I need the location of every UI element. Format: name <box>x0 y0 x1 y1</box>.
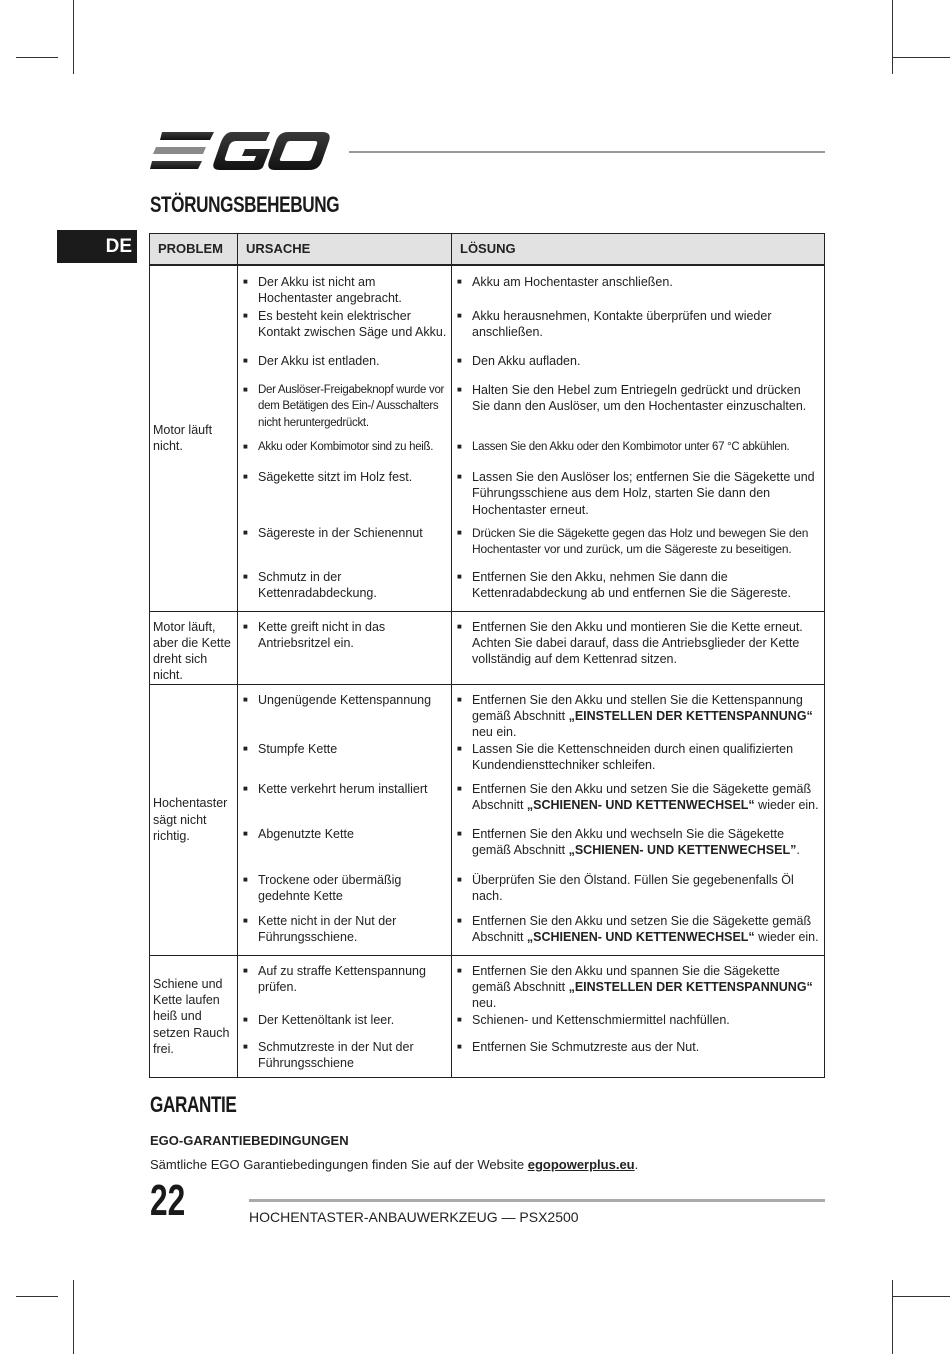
troubleshooting-title: STÖRUNGSBEHEBUNG <box>150 192 340 217</box>
section-reference: „SCHIENEN- UND KETTENWECHSEL” <box>568 843 797 858</box>
solution-item: ■ Halten Sie den Hebel zum Entriegeln gedrückt und drücken Sie dann den Auslöser, um den Hochentaster einzuschalten. <box>452 382 824 415</box>
cause-item: ■ Kette nicht in der Nut der Führungsschiene. <box>238 913 451 946</box>
solution-item: ■ Entfernen Sie den Akku und wechseln Sie die Sägekette gemäß Abschnitt „SCHIENEN- UND KETTENWECHSEL”. <box>452 826 824 859</box>
problem-cell: Motor läuft, aber die Kette dreht sich nicht. <box>150 611 238 684</box>
solution-item: ■ Lassen Sie die Kettenschneiden durch einen qualifizierten Kundendiensttechniker schleifen. <box>452 741 824 774</box>
solution-item: ■ Entfernen Sie den Akku und montieren Sie die Kette erneut. Achten Sie dabei darauf, dass die Antriebsglieder der Kette vollständig auf dem Kettenrad sitzen. <box>452 619 824 668</box>
header-rule <box>349 151 825 153</box>
problem-cell: Motor läuft nicht. <box>150 265 238 611</box>
solution-item: ■ Überprüfen Sie den Ölstand. Füllen Sie gegebenenfalls Öl nach. <box>452 872 824 905</box>
cause-item: ■ Ungenügende Kettenspannung <box>238 692 451 708</box>
cause-item: ■ Stumpfe Kette <box>238 741 451 757</box>
solution-item: ■ Lassen Sie den Auslöser los; entfernen Sie die Sägekette und Führungsschiene aus dem Holz, starten Sie dann den Hochentaster erneut. <box>452 469 824 518</box>
language-tab: DE <box>57 230 137 263</box>
crop-mark <box>16 57 58 58</box>
cause-item: ■ Sägekette sitzt im Holz fest. <box>238 469 451 485</box>
solution-item: ■ Entfernen Sie den Akku und stellen Sie die Kettenspannung gemäß Abschnitt „EINSTELLEN DER KETTENSPANNUNG“ neu ein. <box>452 692 824 741</box>
cause-item: ■ Es besteht kein elektrischer Kontakt zwischen Säge und Akku. <box>238 308 451 341</box>
solution-item: ■ Akku herausnehmen, Kontakte überprüfen und wieder anschließen. <box>452 308 824 341</box>
warranty-text: Sämtliche EGO Garantiebedingungen finden Sie auf der Website egopowerplus.eu. <box>150 1157 639 1172</box>
crop-mark <box>73 0 74 74</box>
cause-item: ■ Abgenutzte Kette <box>238 826 451 842</box>
cause-item: ■ Auf zu straffe Kettenspannung prüfen. <box>238 963 451 996</box>
cause-item: ■ Kette verkehrt herum installiert <box>238 781 451 797</box>
solution-item: ■ Akku am Hochentaster anschließen. <box>452 274 824 290</box>
solution-item: ■ Entfernen Sie Schmutzreste aus der Nut. <box>452 1039 824 1055</box>
cause-item: ■ Kette greift nicht in das Antriebsritzel ein. <box>238 619 451 652</box>
crop-mark <box>892 0 893 74</box>
header-problem: PROBLEM <box>150 234 238 266</box>
section-reference: „EINSTELLEN DER KETTENSPANNUNG“ <box>568 979 813 994</box>
solution-item: ■ Schienen- und Kettenschmiermittel nachfüllen. <box>452 1012 824 1028</box>
warranty-link[interactable]: egopowerplus.eu <box>527 1157 635 1172</box>
section-reference: „SCHIENEN- UND KETTENWECHSEL“ <box>526 930 755 945</box>
page-number: 22 <box>150 1176 186 1225</box>
ego-logo <box>148 130 332 177</box>
crop-mark <box>73 1280 74 1354</box>
solution-item: ■ Entfernen Sie den Akku und spannen Sie die Sägekette gemäß Abschnitt „EINSTELLEN DER KETTENSPANNUNG“ neu. <box>452 963 824 1012</box>
cause-item: ■ Trockene oder übermäßig gedehnte Kette <box>238 872 451 905</box>
footer-product: HOCHENTASTER-ANBAUWERKZEUG — PSX2500 <box>249 1209 579 1225</box>
problem-cell: Schiene und Kette laufen heiß und setzen Rauch frei. <box>150 955 238 1077</box>
crop-mark <box>16 1296 58 1297</box>
solution-item: ■ Drücken Sie die Sägekette gegen das Holz und bewegen Sie den Hochentaster vor und zurück, um die Sägereste zu beseitigen. <box>452 525 824 558</box>
cause-item: ■ Der Akku ist entladen. <box>238 353 451 369</box>
cause-item: ■ Schmutzreste in der Nut der Führungsschiene <box>238 1039 451 1072</box>
section-reference: „SCHIENEN- UND KETTENWECHSEL“ <box>526 798 755 813</box>
solution-item: ■ Entfernen Sie den Akku und setzen Sie die Sägekette gemäß Abschnitt „SCHIENEN- UND KETTENWECHSEL“ wieder ein. <box>452 913 824 946</box>
section-reference: „EINSTELLEN DER KETTENSPANNUNG“ <box>568 708 813 723</box>
header-solution: LÖSUNG <box>452 234 825 266</box>
solution-item: ■ Entfernen Sie den Akku und setzen Sie die Sägekette gemäß Abschnitt „SCHIENEN- UND KETTENWECHSEL“ wieder ein. <box>452 781 824 814</box>
crop-mark <box>893 57 950 58</box>
footer-rule <box>249 1199 825 1202</box>
solution-item: ■ Entfernen Sie den Akku, nehmen Sie dann die Kettenradabdeckung ab und entfernen Sie die Sägereste. <box>452 569 824 602</box>
solution-item: ■ Den Akku aufladen. <box>452 353 824 369</box>
header-cause: URSACHE <box>238 234 452 266</box>
warranty-subtitle: EGO-GARANTIEBEDINGUNGEN <box>150 1133 349 1148</box>
cause-item: ■ Der Akku ist nicht am Hochentaster angebracht. <box>238 274 451 307</box>
solution-item: ■ Lassen Sie den Akku oder den Kombimotor unter 67 °C abkühlen. <box>452 439 824 455</box>
cause-item: ■ Akku oder Kombimotor sind zu heiß. <box>238 439 451 455</box>
cause-item: ■ Sägereste in der Schienennut <box>238 525 451 541</box>
cause-item: ■ Schmutz in der Kettenradabdeckung. <box>238 569 451 602</box>
crop-mark <box>892 1280 893 1354</box>
cause-item: ■ Der Auslöser-Freigabeknopf wurde vor dem Betätigen des Ein-/ Ausschalters nicht heruntergedrückt. <box>238 382 451 431</box>
problem-cell: Hochentaster sägt nicht richtig. <box>150 684 238 955</box>
cause-item: ■ Der Kettenöltank ist leer. <box>238 1012 451 1028</box>
troubleshooting-table <box>149 233 825 1078</box>
warranty-title: GARANTIE <box>150 1092 237 1117</box>
crop-mark <box>893 1296 950 1297</box>
